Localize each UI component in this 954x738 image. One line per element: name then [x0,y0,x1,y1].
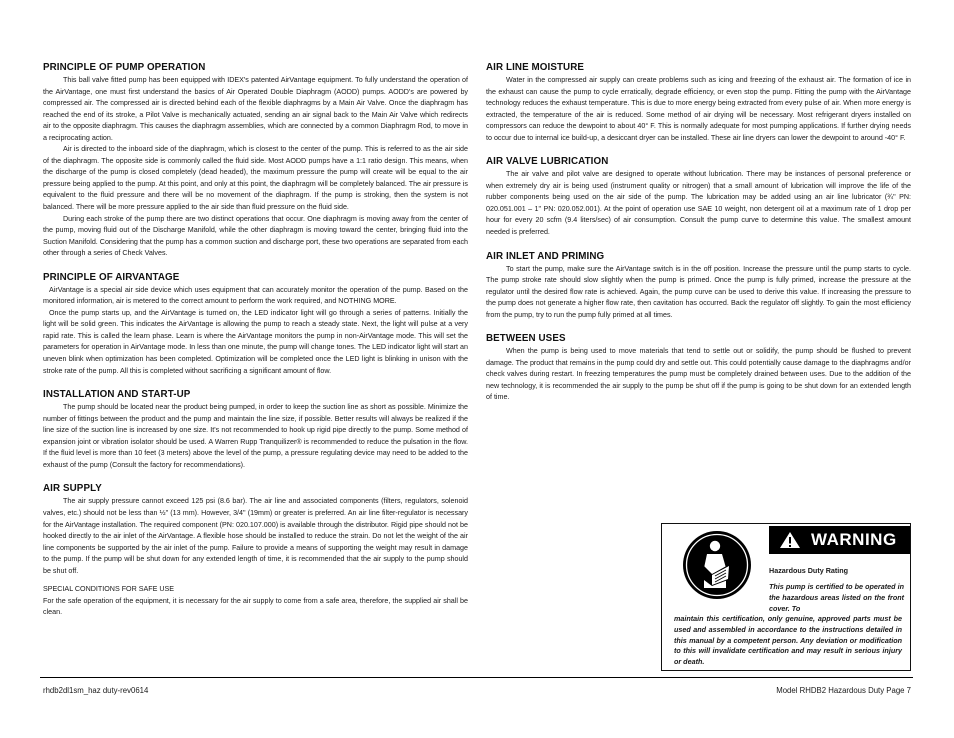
air-inlet-priming-section [486,251,911,322]
paragraph: The air valve and pilot valve are designed to operate without lubrication. There may be instances of personal preference or when extremely dry air is being used (instrument quality or nitrogen) that a small amount of lubrication will improve the life of the rubber components being used on the air side of the pump. The lubrication may be added using an air line lubricator (¾" PN: 020.051.001 – 1" PN: 020.052.001). At the point of operation use SAE 10 weight, non detergent oil at a maximum rate of 1 drop per hour for every 20 scfm (9.4 liters/sec) of air consumption. Consult the pump curve to determine this value. The smallest amount needed is preferred. [486,170,911,237]
between-uses-section [486,333,911,404]
paragraph: When the pump is being used to move materials that tend to settle out or solidify, the pump should be flushed to prevent damage. The product that remains in the pump could dry and settle out. This could potentially cause damage to the diaphragms and/or check valves during restart. In freezing temperatures the pump must be completely drained between uses. Due to the addition of the new technology, it is recommended the air supply to the pump be shut off if the pump is going to be shut down for an extended length of time. [486,347,911,402]
paragraph: AirVantage is a special air side device which uses equipment that can accurately monitor the operation of the pump. Based on the monitored information, air is metered to the correct amount to perform the work required, and NOTHING MORE. [43,285,468,306]
pump-operation-section [43,62,468,260]
section-title: AIR INLET AND PRIMING [486,250,605,262]
special-conditions-title: SPECIAL CONDITIONS FOR SAFE USE [43,585,175,594]
section-title: AIR LINE MOISTURE [486,62,585,73]
air-valve-lubrication-section [486,156,911,238]
footer-page-label: Model RHDB2 Hazardous Duty Page 7 [776,686,911,695]
paragraph: Once the pump starts up, and the AirVantage is turned on, the LED indicator light will go through a series of patterns. Initially the light will be solid green. This indicates the AirVantage is allowing the pump to reach a steady state. Next, the light will pulse at a very rapid rate. This is called the learn phase. Learn is where the AirVantage monitors the pump in non-AirVantage mode. This will set the parameters for operation in AirVantage mode. In less than one minute, the pump will change tones. The LED indicator light will start an uneven blink when optimization has been completed. Optimization will be completed once the LED light is blinking in unison with the stroke rate of the pump. All this is completed without sacrificing a significant amount of flow. [43,308,468,375]
left-column [43,62,468,631]
airvantage-section [43,272,468,377]
paragraph: Water in the compressed air supply can create problems such as icing and freezing of the exhaust air. The formation of ice in the exhaust can cause the pump to cycle erratically, degrade efficiency, or even stop the pump. Fitting the pump with the AirVantage technology reduces the exhaust temperature. This is due to more energy being extracted from every pulse of air. When more energy is extracted, the temperature of the air is reduced. Some method of air drying will be necessary. Most refrigerant dryers installed on compressors can reduce the dewpoint to about 40° F. This is normally adequate for most pumping applications. If further drying needs to occur due to internal ice build-up, a desiccant dryer can be installed. These air line dryers can lower the dewpoint to around -40° F. [486,76,911,142]
section-title: AIR VALVE LUBRICATION [486,156,609,168]
warning-text: This pump is certified to be operated in the hazardous areas listed on the front cover. To [769,582,904,613]
paragraph: During each stroke of the pump there are two distinct operations that occur. One diaphragm is moving away from the center of the pump, moving fluid out of the Discharge Manifold, while the other diaphragm is moving toward the center, bringing fluid into the Suction Manifold. Considering that the pump has a common suction and discharge port, these two operations are separated from each other through a series of Check Valves. [43,214,468,258]
paragraph: Air is directed to the inboard side of the diaphragm, which is closest to the center of the pump. This is referred to as the air side of the diaphragm. The opposite side is commonly called the fluid side. Most AODD pumps have a 1:1 ratio design. This means, when the discharge of the pump is closed completely (dead headed), the maximum pressure the pump will create will be equal to the air pressure being applied to the pump. At this point, and only at this point, the diaphragm will be completely balanced. The air pressure is equivalent to the fluid pressure and there will be no movement of the diaphragm. If the pump is stroking, then the system is not balanced. There will be more pressure applied to the air side than fluid pressure on the fluid side. [43,145,468,212]
section-title: PRINCIPLE OF AIRVANTAGE [43,271,180,283]
air-supply-section [43,483,468,618]
installation-section [43,389,468,471]
paragraph: The pump should be located near the product being pumped, in order to keep the suction line as short as possible. Minimize the number of fittings between the product and the pump and maintain the line size, if possible. Better results will always be realized if the line size of the suction line is increased by one size. It's not recommended to hook up rigid pipe directly to the pump. Some method of expansion joint or vibration isolator should be used. A Warren Rupp Tranquilizer® is recommended to reduce the pulsation in the flow. If the fluid level is more than 10 feet (3 meters) above the level of the pump, a pressure regulating device may need to be added to the exhaust of the pump (Consult the factory for recommendations). [43,403,468,469]
warning-text-continued: maintain this certification, only genuine, approved parts must be used and assembled in accordance to the instructions detailed in this manual by a competent person. Any deviation or modification to this will invalidate certification and may result in serious injury or death. [674,614,902,667]
warning-triangle-icon [779,531,801,549]
paragraph: For the safe operation of the equipment, it is necessary for the air supply to come from a safe area, therefore, the supplied air shall be clean. [43,596,468,617]
section-title: BETWEEN USES [486,333,566,345]
warning-banner [769,526,910,554]
warning-box [661,523,911,671]
right-column [486,62,911,416]
footer-doc-id: rhdb2dl1sm_haz duty-rev0614 [43,686,149,695]
air-line-moisture-section [486,62,911,144]
section-title: AIR SUPPLY [43,483,102,495]
warning-title: WARNING [811,530,897,549]
paragraph: To start the pump, make sure the AirVantage switch is in the off position. Increase the pressure until the pump starts to cycle. The pump stroke rate should slow slightly when the pump is primed. Once the pump is fully primed, increase the pressure at the regulator until the desired flow rate is achieved. Again, the pump curve can be used to derive this value. If increasing the pressure to the pump does not generate a higher flow rate, then cavitation has occurred. Back the regulator off slightly. To gain the most efficiency from the pump, try to run the pump fully primed at all times. [486,264,911,319]
footer-rule [40,677,913,678]
paragraph: This ball valve fitted pump has been equipped with IDEX's patented AirVantage equipment. To fully understand the operation of the AirVantage, one must first understand the basics of Air Operated Double Diaphragm (AODD) pumps. AODD's are powered by compressed air. The compressed air is directed behind each of the flexible diaphragms by a Main Air Valve. Once the diaphragm has reached the end of its stroke, a Pilot Valve is mechanically actuated, sending an air signal back to the Main Air Valve which redirects air to the opposite diaphragm. This causes the diaphragm assemblies, which are connected by a common Diaphragm Rod, to move in a reciprocating action. [43,76,468,142]
read-manual-icon [682,530,752,600]
section-title: INSTALLATION AND START-UP [43,389,191,401]
section-title: PRINCIPLE OF PUMP OPERATION [43,62,206,73]
hazardous-duty-heading: Hazardous Duty Rating [769,566,849,575]
paragraph: The air supply pressure cannot exceed 125 psi (8.6 bar). The air line and associated components (filters, regulators, solenoid valves, etc.) should not be less than ½" (13 mm). However, 3/4" (19mm) or greater is preferred. An air line filter-regulator is necessary for the AirVantage installation. The required component (PN: 020.107.000) is available through the distributor. Rigid pipe should not be hooked directly to the air inlet of the AirVantage. A flexible hose should be installed to reduce the strain. Do not let the weight of the air line components be supported by the air inlet of the pump. Failure to provide a means of supporting the weight may result in damage to the pump. If the pump will be shut down for any extended length of time, it is recommended that the air supply to the pump should be shut off. [43,497,468,575]
